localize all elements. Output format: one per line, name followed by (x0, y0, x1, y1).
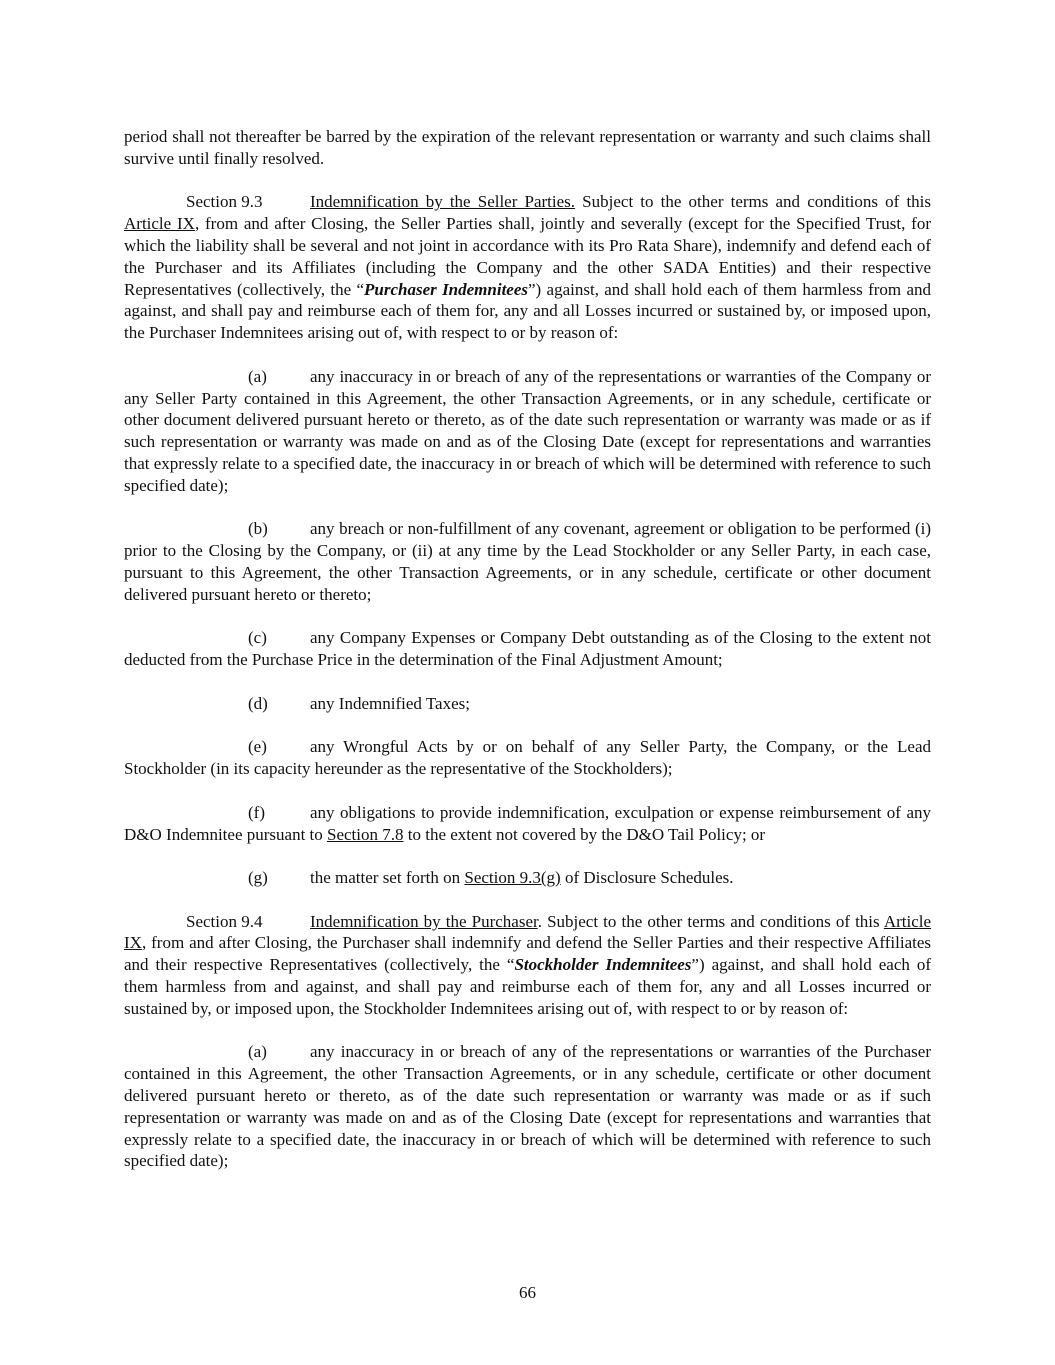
item-label: (f) (248, 802, 265, 822)
section-9-4-item-a: (a) any inaccuracy in or breach of any of the representations or warranties of the Purchaser contained in this Agreement, the other Transaction Agreements, or in any schedule, certificate or other document delivered pursuant hereto or thereto, as of the date such representation or warranty was made or as if such representation or warranty was made on and as of the Closing Date (except for representations and warranties that expressly relate to a specified date, the inaccuracy in or breach of which will be determined with reference to such specified date); (124, 1042, 931, 1171)
item-label: (c) (248, 628, 267, 648)
continuation-paragraph: period shall not thereafter be barred by the expiration of the relevant representation or warranty and such claims shall survive until finally resolved. (124, 127, 931, 168)
section-7-8-reference: Section 7.8 (327, 824, 404, 844)
section-9-3-number: Section 9.3 (186, 192, 263, 212)
page-number: 66 (519, 1283, 536, 1302)
defined-term-purchaser-indemnitees: Purchaser Indemnitees (364, 279, 529, 299)
section-9-3-paragraph: Section 9.3 Indemnification by the Seller Parties. Subject to the other terms and conditions of this Article IX, from and after Closing, the Seller Parties shall, jointly and severally (except for the Specified Trust, for which the liability shall be several and not joint in accordance with its Pro Rata Share), indemnify and defend each of the Purchaser and its Affiliates (including the Company and the other SADA Entities) and their respective Representatives (collectively, the “Purchaser Indemnitees”) against, and shall hold each of them harmless from and against, and shall pay and reimburse each of them for, any and all Losses incurred or sustained by, or imposed upon, the Purchaser Indemnitees arising out of, with respect to or by reason of: (124, 192, 932, 343)
section-9-3-heading: Indemnification by the Seller Parties. (310, 192, 576, 212)
section-9-3-item-g: (g) the matter set forth on Section 9.3(g) of Disclosure Schedules. (248, 868, 734, 888)
section-9-4-number: Section 9.4 (186, 911, 263, 931)
section-9-3-g-reference: Section 9.3(g) (464, 868, 561, 888)
section-9-3-item-e: (e) any Wrongful Acts by or on behalf of any Seller Party, the Company, or the Lead Stockholder (in its capacity hereunder as the representative of the Stockholders); (124, 737, 931, 779)
article-ix-reference: Article IX (124, 911, 932, 953)
item-label: (e) (248, 737, 267, 757)
section-9-3-item-a: (a) any inaccuracy in or breach of any of the representations or warranties of the Company or any Seller Party contained in this Agreement, the other Transaction Agreements, or in any schedule, certificate or other document delivered pursuant hereto or thereto, as of the date such representation or warranty was made or as if such representation or warranty was made on and as of the Closing Date (except for representations and warranties that expressly relate to a specified date, the inaccuracy in or breach of which will be determined with reference to such specified date); (124, 366, 931, 495)
item-label: (a) (248, 1042, 267, 1062)
item-label: (g) (248, 868, 268, 888)
section-9-4-paragraph: Section 9.4 Indemnification by the Purchaser. Subject to the other terms and conditions of this Article IX, from and after Closing, the Purchaser shall indemnify and defend the Seller Parties and their respective Affiliates and their respective Representatives (collectively, the “Stockholder Indemnitees”) against, and shall hold each of them harmless from and against, and shall pay and reimburse each of them for, any and all Losses incurred or sustained by, or imposed upon, the Stockholder Indemnitees arising out of, with respect to or by reason of: (124, 911, 932, 1018)
item-label: (b) (248, 519, 268, 539)
defined-term-stockholder-indemnitees: Stockholder Indemnitees (514, 955, 692, 975)
section-9-3-item-b: (b) any breach or non-fulfillment of any covenant, agreement or obligation to be performed (i) prior to the Closing by the Company, or (ii) at any time by the Lead Stockholder or any Seller Party, in each case, pursuant to this Agreement, the other Transaction Agreements, or in any schedule, certificate or other document delivered pursuant hereto or thereto; (124, 519, 931, 604)
section-9-3-item-d: (d) any Indemnified Taxes; (248, 693, 470, 713)
article-ix-reference: Article IX (124, 214, 195, 234)
item-label: (a) (248, 366, 267, 386)
document-page (124, 126, 931, 1172)
item-label: (d) (248, 693, 268, 713)
section-9-4-heading: Indemnification by the Purchaser (310, 911, 538, 931)
section-9-3-item-c: (c) any Company Expenses or Company Debt outstanding as of the Closing to the extent not deducted from the Purchase Price in the determination of the Final Adjustment Amount; (124, 628, 931, 670)
section-9-3-item-f: (f) any obligations to provide indemnification, exculpation or expense reimbursement of any D&O Indemnitee pursuant to Section 7.8 to the extent not covered by the D&O Tail Policy; or (124, 802, 931, 844)
